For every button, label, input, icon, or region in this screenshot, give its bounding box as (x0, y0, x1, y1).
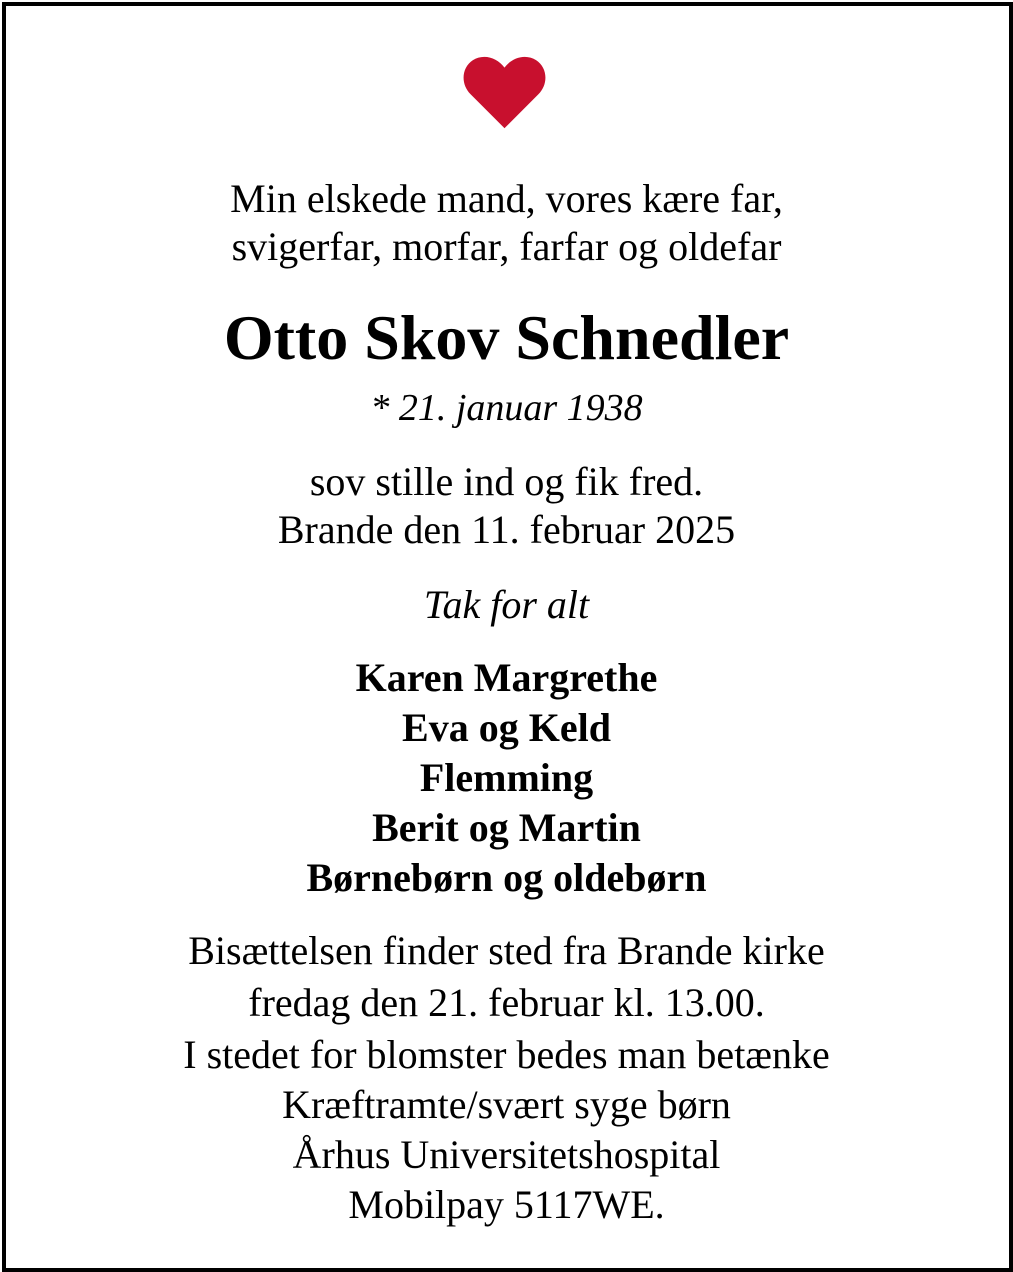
birth-date: * 21. januar 1938 (370, 387, 643, 429)
service-line: Århus Universitetshospital (292, 1132, 721, 1177)
heart-icon (463, 55, 546, 130)
service-line: fredag den 21. februar kl. 13.00. (248, 980, 765, 1025)
deceased-name: Otto Skov Schnedler (223, 302, 790, 373)
family-member: Berit og Martin (372, 805, 641, 850)
service-line: I stedet for blomster bedes man betænke (183, 1032, 830, 1077)
service-line: Mobilpay 5117WE. (348, 1182, 665, 1227)
service-line: Kræftramte/svært syge børn (282, 1082, 731, 1127)
intro-line-1: Min elskede mand, vores kære far, (230, 176, 783, 221)
family-member: Flemming (419, 755, 594, 800)
intro-line-2: svigerfar, morfar, farfar og oldefar (231, 224, 782, 269)
family-member: Karen Margrethe (355, 655, 658, 700)
death-line-1: sov stille ind og fik fred. (309, 459, 704, 504)
family-member: Børnebørn og oldebørn (306, 855, 707, 900)
death-line-2: Brande den 11. februar 2025 (277, 507, 736, 552)
family-member: Eva og Keld (402, 705, 611, 750)
service-line: Bisættelsen finder sted fra Brande kirke (188, 928, 825, 973)
farewell-text: Tak for alt (423, 582, 590, 627)
